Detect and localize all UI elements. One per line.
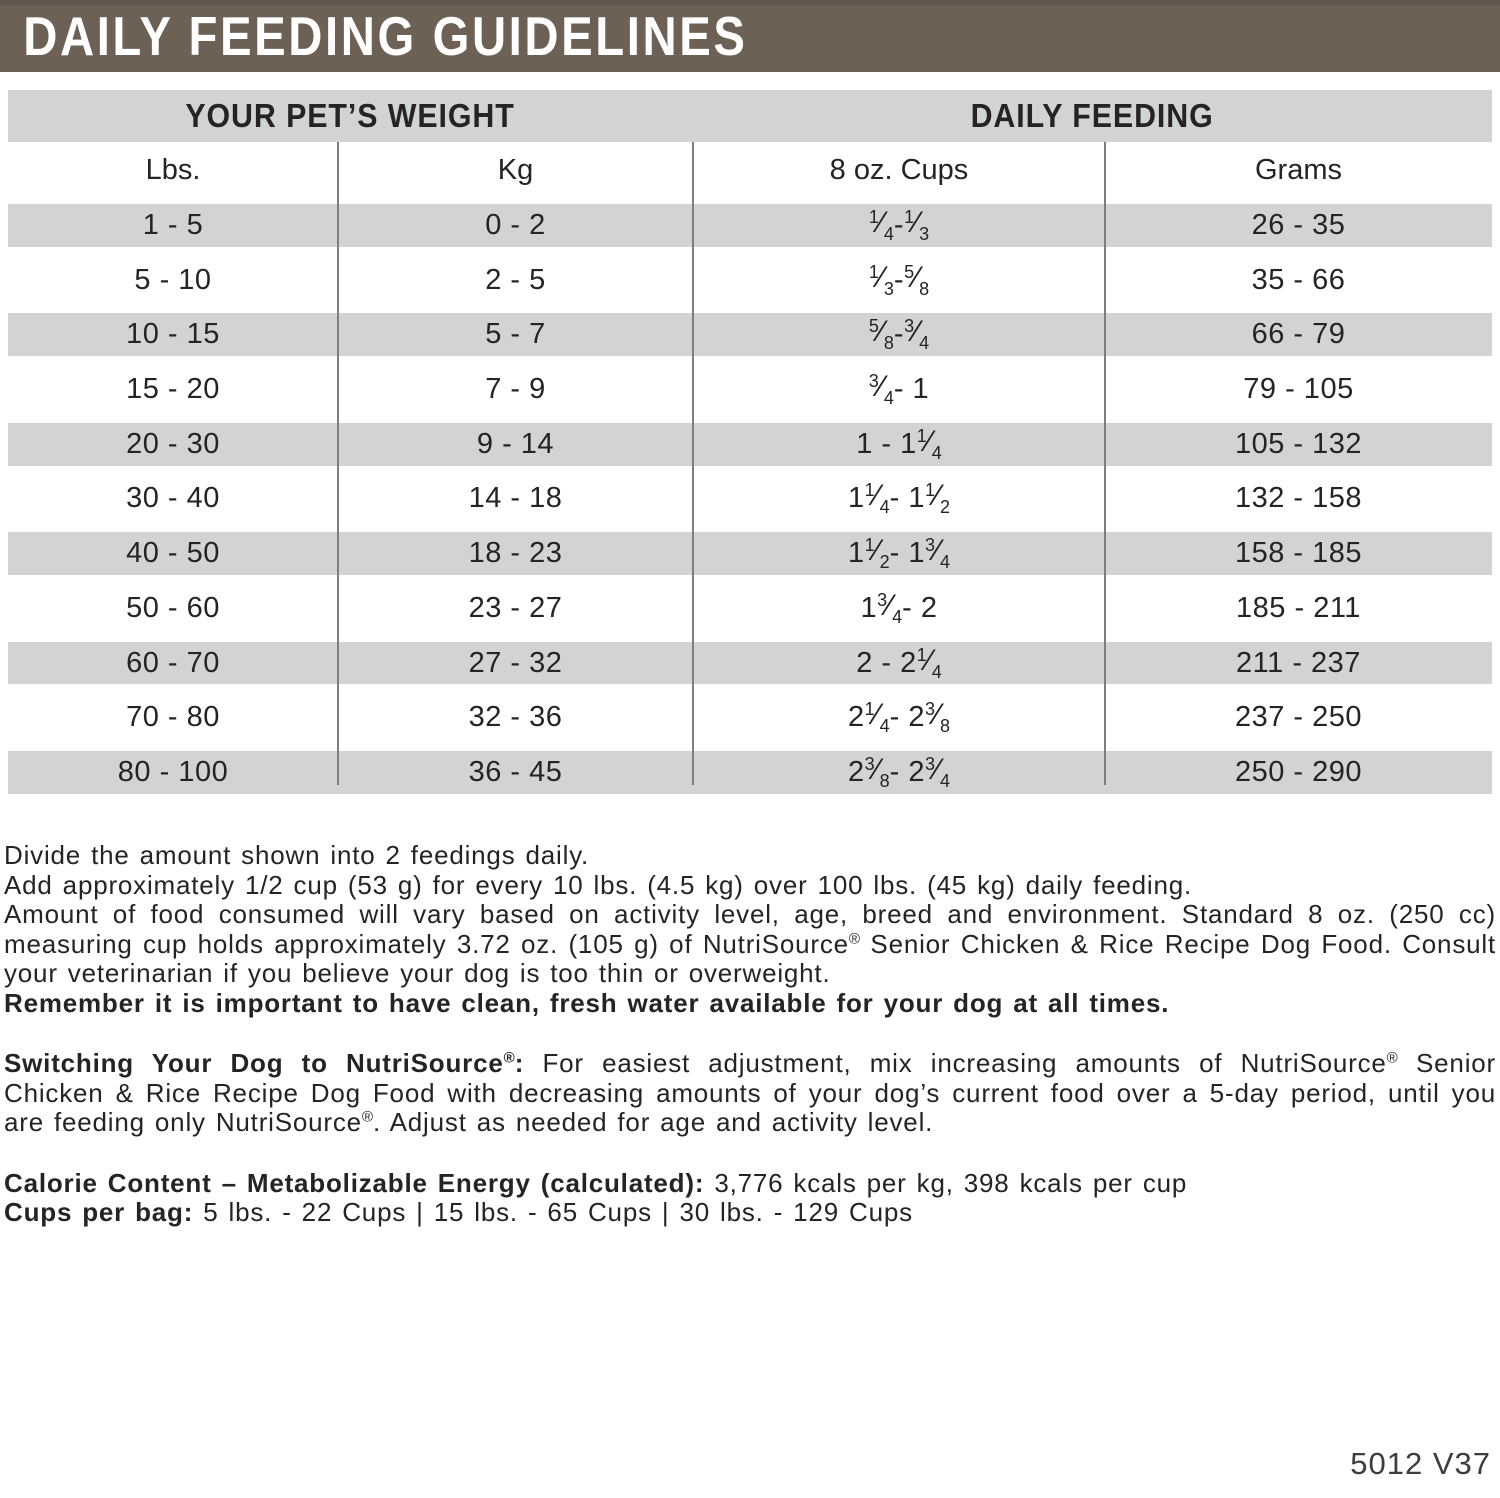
cell-cups: $^5⁄_8$ - $^3⁄_4$	[868, 315, 930, 354]
switching-paragraph	[4, 1049, 1496, 1138]
cups-per-bag-text: 5 lbs. - 22 Cups | 15 lbs. - 65 Cups | 30 lbs. - 129 Cups	[203, 1197, 913, 1227]
cell-kg: 14 - 18	[468, 482, 563, 515]
column-header-lbs: Lbs.	[145, 153, 201, 186]
cell-grams: 132 - 158	[1234, 482, 1363, 515]
table-row	[8, 745, 1492, 800]
table-row	[8, 472, 1492, 527]
cell-kg: 36 - 45	[468, 756, 563, 789]
switching-lead: Switching Your Dog to NutriSource®:	[4, 1048, 525, 1078]
column-header-kg: Kg	[497, 153, 534, 186]
cell-grams: 105 - 132	[1234, 427, 1363, 460]
cell-lbs: 70 - 80	[126, 701, 220, 734]
cell-kg: 2 - 5	[485, 263, 546, 296]
table-row	[8, 307, 1492, 362]
table-group-header-row	[8, 90, 1492, 142]
column-header-grams: Grams	[1255, 153, 1342, 186]
cell-lbs: 40 - 50	[126, 537, 220, 570]
table-row	[8, 636, 1492, 691]
column-divider	[692, 142, 694, 785]
column-header-cups: 8 oz. Cups	[829, 153, 969, 186]
cell-kg: 7 - 9	[485, 373, 546, 406]
cell-cups: 2 $^3⁄_8$ - 2 $^3⁄_4$	[847, 753, 951, 792]
cell-grams: 250 - 290	[1234, 756, 1363, 789]
table-row	[8, 362, 1492, 417]
cell-grams: 158 - 185	[1234, 537, 1363, 570]
cell-cups: 2 - 2 $^1⁄_4$	[856, 643, 942, 682]
feeding-notes	[4, 841, 1496, 1228]
cups-per-bag-line	[4, 1198, 1496, 1228]
cell-lbs: 1 - 5	[142, 208, 204, 241]
note-add: Add approximately 1/2 cup (53 g) for every 10 lbs. (4.5 kg) over 100 lbs. (45 kg) daily feeding.	[4, 869, 1193, 900]
cell-lbs: 5 - 10	[134, 263, 212, 296]
cell-cups: 2 $^1⁄_4$ - 2 $^3⁄_8$	[847, 698, 951, 737]
calorie-content-line	[4, 1169, 1496, 1199]
switching-text: For easiest adjustment, mix increasing amounts of NutriSource® Senior Chicken & Rice Recipe Dog Food with decreasing amounts of your dog’s current food over a 5-day period, until you are feeding only NutriSource®. Adjust as needed for age and activity level.	[4, 1048, 1496, 1137]
cell-cups: 1 $^1⁄_2$ - 1 $^3⁄_4$	[847, 534, 951, 573]
label-version-code: 5012 V37	[1350, 1446, 1491, 1481]
cell-kg: 32 - 36	[468, 701, 563, 734]
group-header-daily-feeding	[693, 90, 1492, 142]
cell-grams: 66 - 79	[1251, 318, 1346, 351]
table-row	[8, 690, 1492, 745]
table-row	[8, 417, 1492, 472]
table-row	[8, 253, 1492, 308]
cell-kg: 5 - 7	[485, 318, 546, 351]
group-header-daily-feeding-label: DAILY FEEDING	[970, 97, 1215, 134]
cell-cups: $^1⁄_4$ - $^1⁄_3$	[868, 205, 930, 244]
cell-lbs: 60 - 70	[126, 646, 220, 679]
table-row	[8, 581, 1492, 636]
cell-cups: 1 $^3⁄_4$ - 2	[860, 588, 938, 627]
cell-lbs: 30 - 40	[126, 482, 220, 515]
table-row	[8, 526, 1492, 581]
cell-lbs: 50 - 60	[126, 591, 220, 624]
cell-cups: $^1⁄_3$ - $^5⁄_8$	[868, 260, 930, 299]
page-title: DAILY FEEDING GUIDELINES	[23, 5, 748, 67]
cell-grams: 185 - 211	[1236, 591, 1361, 624]
table-row	[8, 198, 1492, 253]
cell-grams: 211 - 237	[1236, 646, 1361, 679]
note-divide: Divide the amount shown into 2 feedings daily.	[4, 840, 590, 870]
cell-lbs: 15 - 20	[126, 373, 220, 406]
cell-kg: 27 - 32	[468, 646, 563, 679]
cell-kg: 23 - 27	[468, 591, 563, 624]
note-amount: Amount of food consumed will vary based on activity level, age, breed and environment. Standard 8 oz. (250 cc) measuring cup holds approximately 3.72 oz. (105 g) of NutriSource® Senior Chicken & Rice Recipe Dog Food. Consult your veterinarian if you believe your dog is too thin or overweight.	[4, 899, 1496, 988]
title-bar	[0, 0, 1500, 72]
cell-grams: 35 - 66	[1251, 263, 1346, 296]
table-column-header-row	[8, 142, 1492, 198]
cell-cups: 1 $^1⁄_4$ - 1 $^1⁄_2$	[847, 479, 951, 518]
cell-grams: 237 - 250	[1234, 701, 1363, 734]
column-divider	[1104, 142, 1106, 785]
cell-lbs: 10 - 15	[126, 318, 220, 351]
calorie-content-text: 3,776 kcals per kg, 398 kcals per cup	[714, 1167, 1188, 1198]
cell-kg: 18 - 23	[468, 537, 563, 570]
note-water: Remember it is important to have clean, fresh water available for your dog at all times.	[4, 987, 1170, 1018]
cell-kg: 0 - 2	[485, 208, 546, 241]
group-header-pet-weight-label: YOUR PET’S WEIGHT	[185, 97, 516, 134]
cell-lbs: 80 - 100	[117, 756, 229, 789]
cell-lbs: 20 - 30	[126, 427, 220, 460]
calorie-content-lead: Calorie Content – Metabolizable Energy (calculated):	[4, 1167, 705, 1198]
cell-kg: 9 - 14	[476, 427, 555, 460]
cell-cups: 1 - 1 $^1⁄_4$	[856, 424, 942, 463]
table-body	[8, 198, 1492, 800]
cups-per-bag-lead: Cups per bag:	[4, 1197, 194, 1227]
cell-grams: 79 - 105	[1243, 373, 1354, 406]
feeding-table	[8, 90, 1492, 800]
group-header-pet-weight	[8, 90, 693, 142]
column-divider	[337, 142, 339, 785]
cell-grams: 26 - 35	[1251, 208, 1346, 241]
cell-cups: $^3⁄_4$ - 1	[868, 370, 930, 409]
